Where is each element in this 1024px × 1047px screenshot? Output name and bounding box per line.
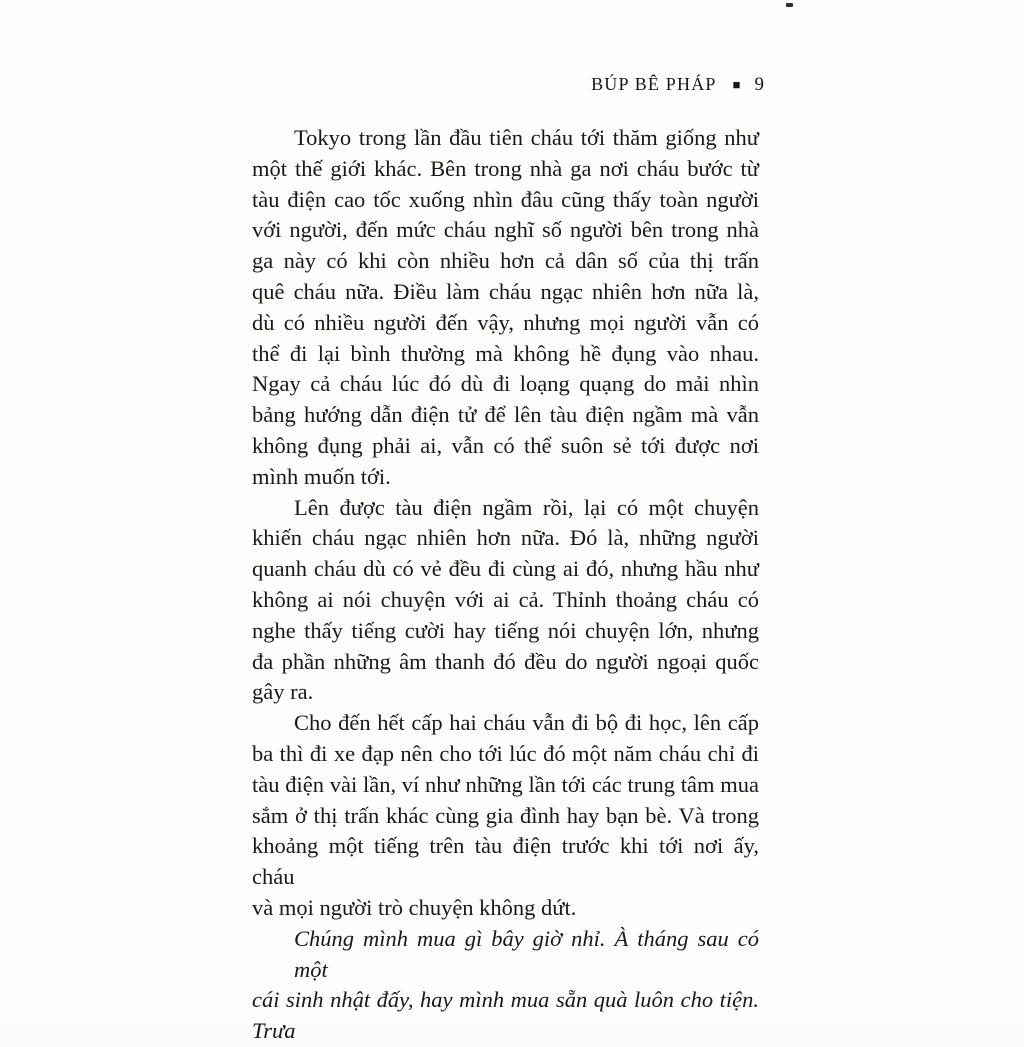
- body-text: [252, 123, 759, 1047]
- text-line: bảng hướng dẫn điện tử để lên tàu điện ngầm mà vẫn: [252, 402, 759, 428]
- text-line: gây ra.: [252, 679, 314, 705]
- text-line: khiến cháu ngạc nhiên hơn nữa. Đó là, những người: [252, 525, 759, 551]
- paragraph: [252, 924, 759, 1047]
- paragraph: [252, 123, 759, 493]
- text-line: ga này có khi còn nhiều hơn cả dân số của thị trấn: [252, 248, 759, 274]
- text-line: ba thì đi xe đạp nên cho tới lúc đó một năm cháu chỉ đi: [252, 740, 759, 766]
- text-line: mình muốn tới.: [252, 463, 391, 489]
- text-line: sắm ở thị trấn khác cùng gia đình hay bạn bè. Và trong: [252, 802, 759, 828]
- text-line: quê cháu nữa. Điều làm cháu ngạc nhiên hơn nữa là,: [252, 278, 759, 304]
- square-bullet-icon: ■: [732, 77, 741, 92]
- text-line: Tokyo trong lần đầu tiên cháu tới thăm giống như: [294, 125, 759, 150]
- text-line: tàu điện cao tốc xuống nhìn đâu cũng thấy toàn người: [252, 186, 759, 212]
- text-line: khoảng một tiếng trên tàu điện trước khi tới nơi ấy, cháu: [252, 833, 759, 890]
- text-line: Ngay cả cháu lúc đó dù đi loạng quạng do mải nhìn: [252, 371, 759, 397]
- text-line: tàu điện vài lần, ví như những lần tới các trung tâm mua: [252, 771, 759, 797]
- text-line: cái sinh nhật đấy, hay mình mua sẵn quà luôn cho tiện. Trưa: [252, 987, 759, 1044]
- page-number: 9: [754, 74, 764, 95]
- text-line: quanh cháu dù có vẻ đều đi cùng ai đó, nhưng hầu như: [252, 556, 759, 582]
- ink-speck: [786, 3, 793, 7]
- text-line: Lên được tàu điện ngầm rồi, lại có một chuyện: [294, 494, 759, 520]
- book-title: BÚP BÊ PHÁP: [591, 74, 717, 94]
- text-line: dù có nhiều người đến vậy, nhưng mọi người vẫn có: [252, 309, 759, 335]
- text-line: không đụng phải ai, vẫn có thể suôn sẻ tới được nơi: [252, 432, 759, 458]
- text-line: Chúng mình mua gì bây giờ nhỉ. À tháng sau có một: [294, 925, 759, 982]
- text-line: thể đi lại bình thường mà không hề đụng vào nhau.: [252, 340, 759, 366]
- paragraph: [252, 493, 759, 709]
- text-line: nghe thấy tiếng cười hay tiếng nói chuyện lớn, nhưng: [252, 617, 759, 643]
- text-line: đa phần những âm thanh đó đều do người ngoại quốc: [252, 648, 759, 674]
- text-line: và mọi người trò chuyện không dứt.: [252, 894, 577, 920]
- paragraph: [252, 708, 759, 924]
- text-line: một thế giới khác. Bên trong nhà ga nơi cháu bước từ: [252, 155, 759, 181]
- text-line: không ai nói chuyện với ai cả. Thỉnh thoảng cháu có: [252, 586, 759, 612]
- running-header: [252, 74, 764, 96]
- text-line: với người, đến mức cháu nghĩ số người bên trong nhà: [252, 217, 759, 243]
- text-line: Cho đến hết cấp hai cháu vẫn đi bộ đi học, lên cấp: [294, 710, 759, 736]
